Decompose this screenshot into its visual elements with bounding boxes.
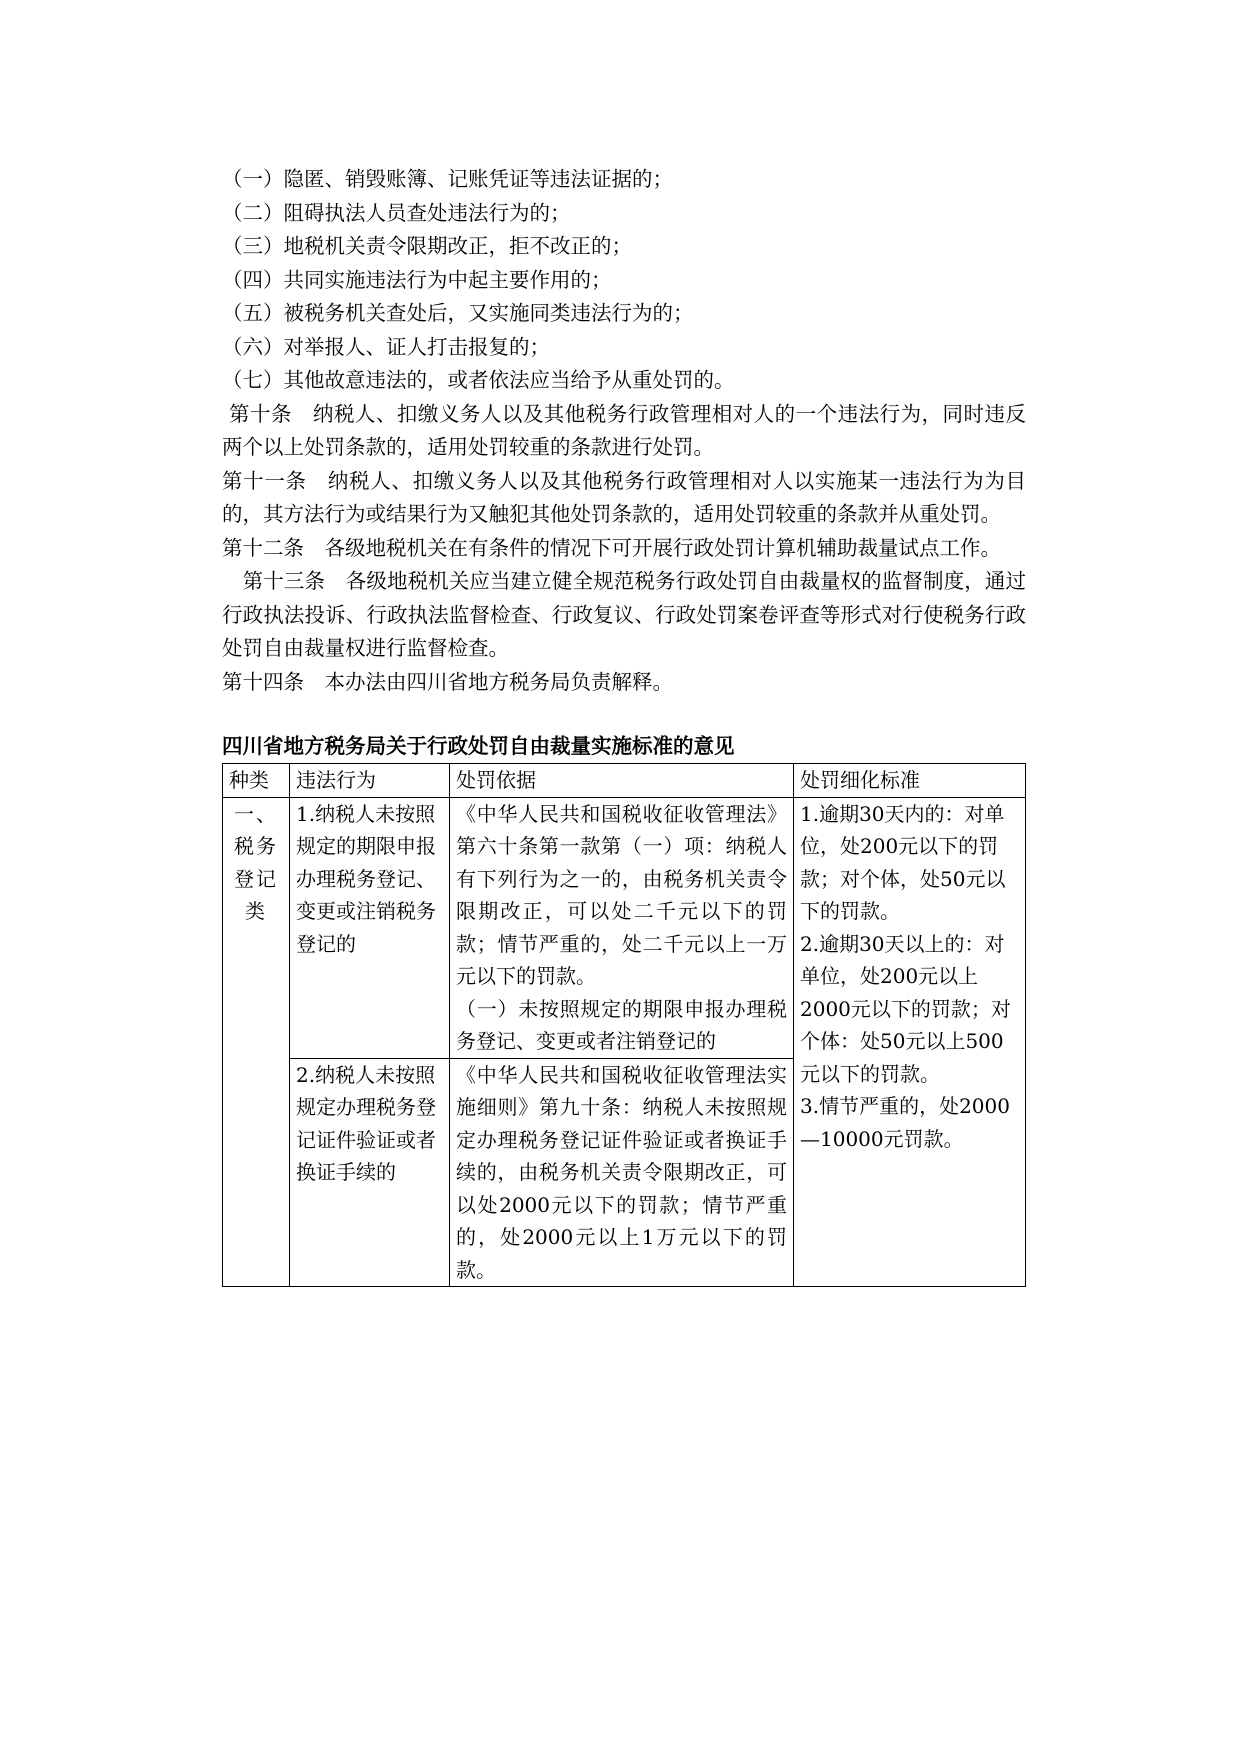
paragraph-item-4: （四）共同实施违法行为中起主要作用的； <box>222 267 612 292</box>
table-header-row <box>223 764 1026 798</box>
standard-item: 1.逾期30天内的：对单位，处200元以下的罚款；对个体，处50元以下的罚款。 <box>800 801 1006 923</box>
article-14: 第十四条 本办法由四川省地方税务局负责解释。 <box>222 669 673 694</box>
paragraph-item-6: （六）对举报人、证人打击报复的； <box>222 334 550 359</box>
article-13: 第十三条 各级地税机关应当建立健全规范税务行政处罚自由裁量权的监督制度，通过行政执法投诉、行政执法监督检查、行政复议、行政处罚案卷评查等形式对行使税务行政处罚自由裁量权进行监督检查。 <box>222 569 1026 660</box>
basis-text: 《中华人民共和国税收征收管理法》第六十条第一款第（一）项：纳税人有下列行为之一的，由税务机关责令限期改正，可以处二千元以下的罚款；情节严重的，处二千元以上一万元以下的罚款。 <box>456 801 787 988</box>
paragraph-item-3: （三）地税机关责令限期改正，拒不改正的； <box>222 234 632 258</box>
category-cell: 一、税务登记类 <box>223 797 290 1287</box>
standard-item: 3.情节严重的，处2000—10000元罚款。 <box>800 1094 1010 1151</box>
basis-cell: 《中华人民共和国税收征收管理法实施细则》第九十条：纳税人未按照规定办理税务登记证件验证或者换证手续的，由税务机关责令限期改正，可以处2000元以下的罚款；情节严重的，处2000元以上1万元以下的罚款。 <box>450 1058 794 1287</box>
paragraph-item-2: （二）阻碍执法人员查处违法行为的； <box>222 200 571 225</box>
header-violation: 违法行为 <box>290 764 450 798</box>
table-title: 四川省地方税务局关于行政处罚自由裁量实施标准的意见 <box>222 734 735 758</box>
header-category: 种类 <box>223 764 290 798</box>
standard-item: 2.逾期30天以上的：对单位，处200元以上2000元以下的罚款；对个体：处50元以上500元以下的罚款。 <box>800 931 1011 1086</box>
table-row <box>223 797 1026 1058</box>
violation-cell: 1.纳税人未按照规定的期限申报办理税务登记、变更或注销税务登记的 <box>290 797 450 1058</box>
article-12: 第十二条 各级地税机关在有条件的情况下可开展行政处罚计算机辅助裁量试点工作。 <box>222 535 1001 560</box>
standard-cell <box>794 797 1026 1287</box>
violation-cell: 2.纳税人未按照规定办理税务登记证件验证或者换证手续的 <box>290 1058 450 1287</box>
penalty-standards-table <box>222 763 1026 1287</box>
basis-clause: （一）未按照规定的期限申报办理税务登记、变更或者注销登记的 <box>456 996 787 1053</box>
paragraph-item-7: （七）其他故意违法的，或者依法应当给予从重处罚的。 <box>222 368 735 392</box>
paragraph-item-5: （五）被税务机关查处后，又实施同类违法行为的； <box>222 301 694 325</box>
header-standard: 处罚细化标准 <box>794 764 1026 798</box>
document-page <box>222 163 1026 1287</box>
header-basis: 处罚依据 <box>450 764 794 798</box>
basis-cell <box>450 797 794 1058</box>
paragraph-item-1: （一）隐匿、销毁账簿、记账凭证等违法证据的； <box>222 167 673 191</box>
article-10: 第十条 纳税人、扣缴义务人以及其他税务行政管理相对人的一个违法行为，同时违反两个以上处罚条款的，适用处罚较重的条款进行处罚。 <box>222 401 1026 459</box>
article-11: 第十一条 纳税人、扣缴义务人以及其他税务行政管理相对人以实施某一违法行为为目的，其方法行为或结果行为又触犯其他处罚条款的，适用处罚较重的条款并从重处罚。 <box>222 468 1026 526</box>
